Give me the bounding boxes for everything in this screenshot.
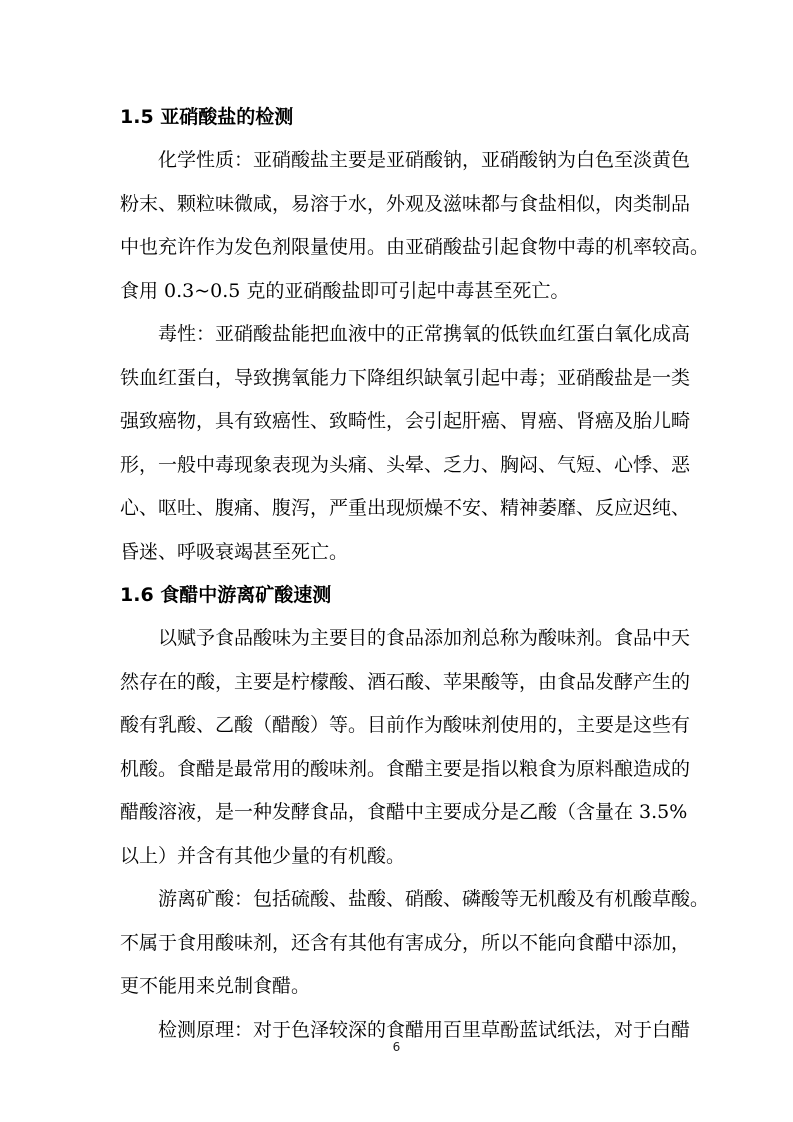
text-line: 以上）并含有其他少量的有机酸。 <box>120 844 406 867</box>
text-line: 醋酸溶液，是一种发酵食品，食醋中主要成分是乙酸（含量在 3.5% <box>120 801 688 823</box>
page-content <box>120 96 710 1052</box>
text-line: 机酸。食醋是最常用的酸味剂。食醋主要是指以粮食为原料酿造成的 <box>120 757 691 780</box>
text-line: 不属于食用酸味剂，还含有其他有害成分，所以不能向食醋中添加， <box>120 931 691 954</box>
section-heading-1-5: 1.5 亚硝酸盐的检测 <box>120 106 294 128</box>
paragraph-chemical-properties <box>120 139 710 313</box>
paragraph-toxicity <box>120 313 691 574</box>
page-number: 6 <box>392 1040 401 1054</box>
text-line: 强致癌物，具有致癌性、致畸性，会引起肝癌、胃癌、肾癌及胎儿畸 <box>120 410 691 432</box>
text-line: 粉末、颗粒味微咸，易溶于水，外观及滋味都与食盐相似，肉类制品 <box>120 192 691 215</box>
text-line: 毒性：亚硝酸盐能把血液中的正常携氧的低铁血红蛋白氧化成高 <box>158 323 691 345</box>
text-line: 昏迷、呼吸衰竭甚至死亡。 <box>120 540 349 563</box>
text-line: 酸有乳酸、乙酸（醋酸）等。目前作为酸味剂使用的，主要是这些有 <box>120 714 691 736</box>
text-line: 心、呕吐、腹痛、腹泻，严重出现烦燥不安、精神萎靡、反应迟纯、 <box>120 497 691 519</box>
text-line: 然存在的酸，主要是柠檬酸、酒石酸、苹果酸等，由食品发酵产生的 <box>120 670 691 693</box>
paragraph-free-mineral-acid <box>120 878 710 1009</box>
section-heading-1-6: 1.6 食醋中游离矿酸速测 <box>120 584 332 606</box>
text-line: 游离矿酸：包括硫酸、盐酸、硝酸、磷酸等无机酸及有机酸草酸。 <box>158 888 710 910</box>
text-line: 更不能用来兑制食醋。 <box>120 975 311 997</box>
text-line: 以赋予食品酸味为主要目的食品添加剂总称为酸味剂。食品中天 <box>158 627 691 649</box>
text-line: 检测原理：对于色泽较深的食醋用百里草酚蓝试纸法，对于白醋 <box>158 1018 691 1041</box>
text-line: 食用 0.3~0.5 克的亚硝酸盐即可引起中毒甚至死亡。 <box>120 279 570 302</box>
text-line: 形，一般中毒现象表现为头痛、头晕、乏力、胸闷、气短、心悸、恶 <box>120 453 691 476</box>
paragraph-acidulants <box>120 617 691 878</box>
text-line: 化学性质：亚硝酸盐主要是亚硝酸钠，亚硝酸钠为白色至淡黄色 <box>158 149 691 171</box>
text-line: 中也充许作为发色剂限量使用。由亚硝酸盐引起食物中毒的机率较高。 <box>120 236 710 258</box>
text-line: 铁血红蛋白，导致携氧能力下降组织缺氧引起中毒；亚硝酸盐是一类 <box>120 366 691 389</box>
